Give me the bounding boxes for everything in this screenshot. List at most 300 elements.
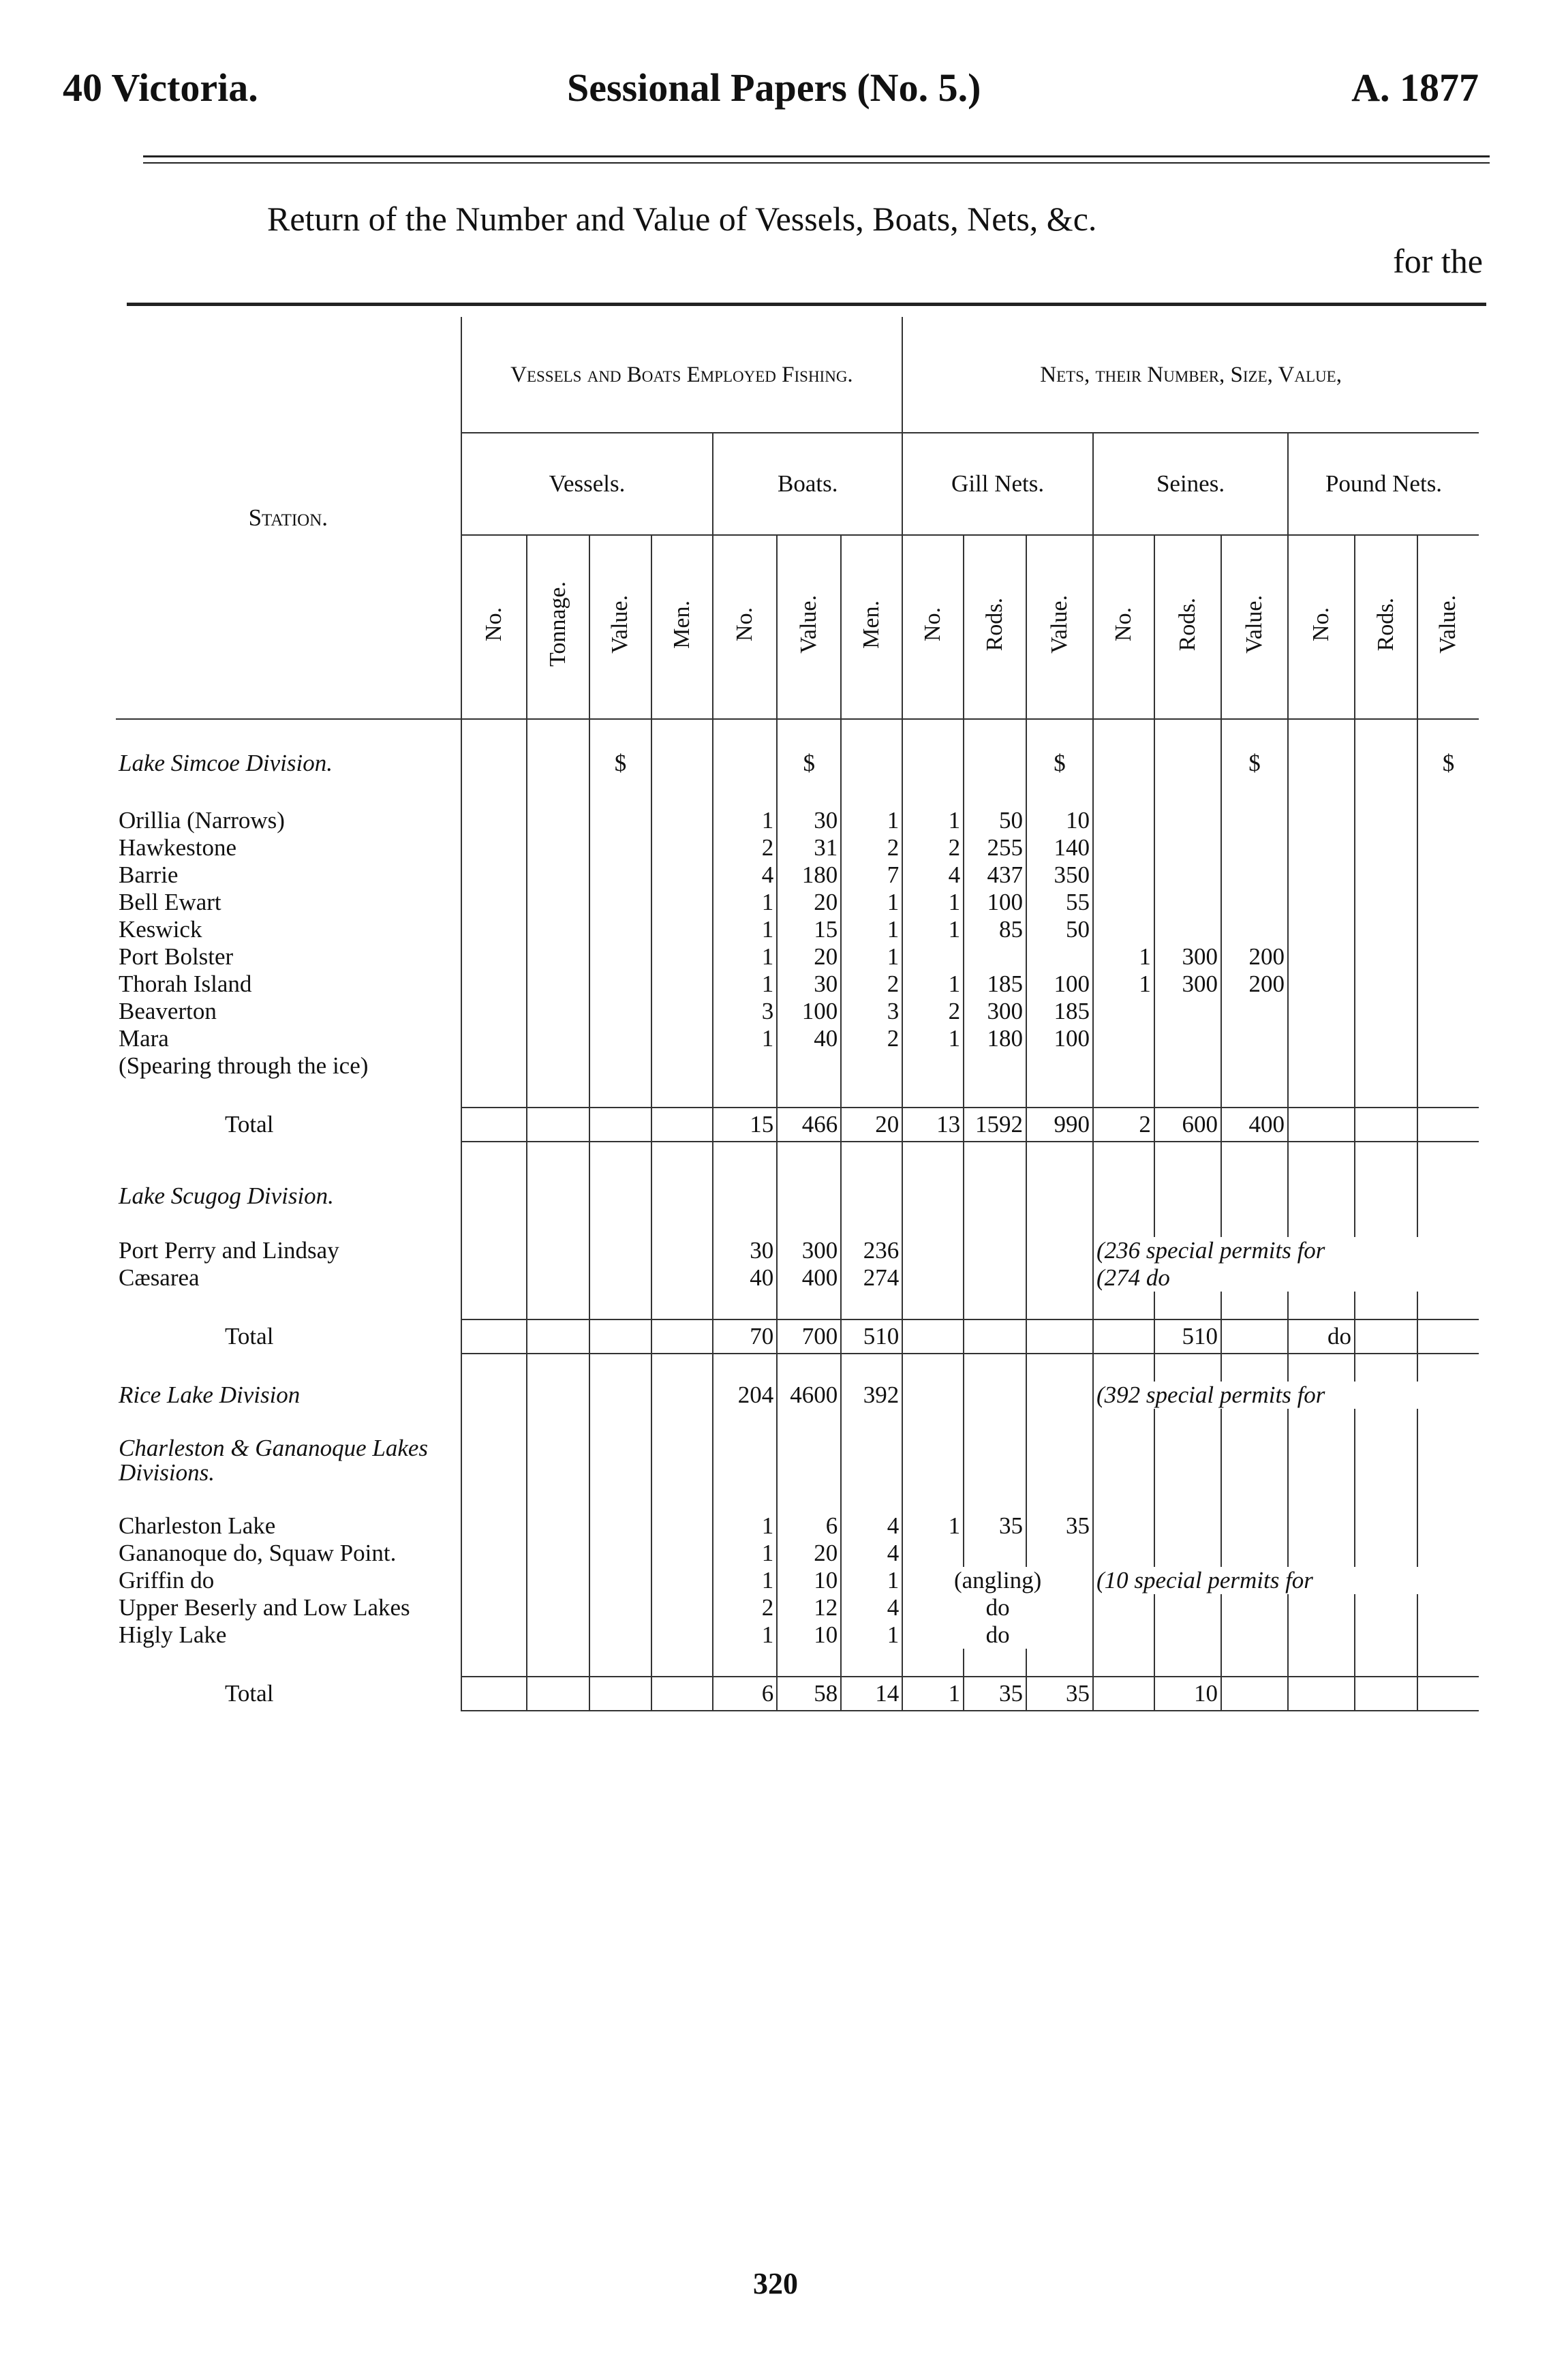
table-cell — [527, 1052, 589, 1080]
pound-nets-header: Pound Nets. — [1288, 433, 1479, 535]
total-cell — [527, 1319, 589, 1354]
table-cell — [1355, 1512, 1417, 1540]
total-cell — [527, 1108, 589, 1142]
spacer-cell — [964, 1354, 1026, 1382]
table-cell — [1355, 834, 1417, 861]
table-cell — [1026, 1382, 1093, 1409]
table-cell — [1417, 971, 1479, 998]
table-cell: 1 — [841, 943, 902, 971]
table-cell: 2 — [713, 1594, 777, 1621]
spacer-cell — [589, 1080, 652, 1108]
table-cell: 1 — [841, 1567, 902, 1594]
spacer-cell — [713, 1210, 777, 1237]
table-cell — [461, 971, 527, 998]
table-cell — [1093, 861, 1154, 889]
table-cell — [589, 916, 652, 943]
spacer-cell — [964, 780, 1026, 807]
spacer-cell — [1154, 1409, 1221, 1436]
spacer-cell — [1355, 1485, 1417, 1512]
spacer-cell — [116, 719, 461, 747]
total-cell: 1 — [902, 1677, 964, 1711]
table-cell: 1 — [713, 971, 777, 998]
total-row — [116, 1108, 1479, 1142]
table-cell — [964, 1237, 1026, 1264]
table-cell: 12 — [777, 1594, 841, 1621]
total-cell: 70 — [713, 1319, 777, 1354]
table-cell: 20 — [777, 1540, 841, 1567]
table-cell — [527, 1594, 589, 1621]
table-cell — [902, 1052, 964, 1080]
table-cell: 1 — [1093, 971, 1154, 998]
total-cell: 1592 — [964, 1108, 1026, 1142]
total-cell: 510 — [1154, 1319, 1221, 1354]
spacer-cell — [841, 1485, 902, 1512]
table-cell: 20 — [777, 943, 841, 971]
spacer-cell — [527, 719, 589, 747]
table-cell — [1355, 1621, 1417, 1649]
spacer-cell — [1221, 1409, 1288, 1436]
spacer-cell — [713, 780, 777, 807]
spacer-cell — [1221, 1649, 1288, 1677]
spacer-cell — [1154, 1080, 1221, 1108]
spacer-cell — [589, 1142, 652, 1183]
table-cell: 1 — [713, 1512, 777, 1540]
spacer-cell — [777, 1354, 841, 1382]
spacer-cell — [651, 1409, 713, 1436]
table-cell — [651, 971, 713, 998]
col-pound-value: Value. — [1417, 535, 1479, 719]
table-cell — [964, 1052, 1026, 1080]
table-cell — [651, 1567, 713, 1594]
table-cell — [841, 1052, 902, 1080]
table-cell — [589, 1540, 652, 1567]
total-cell — [1288, 1108, 1355, 1142]
station-name: Bell Ewart — [119, 889, 221, 915]
col-vessels-tonnage: Tonnage. — [527, 535, 589, 719]
table-cell: 2 — [841, 1025, 902, 1052]
table-cell: 4 — [902, 861, 964, 889]
col-seines-rods: Rods. — [1154, 535, 1221, 719]
spacer-cell — [841, 780, 902, 807]
spacer-cell — [116, 1142, 461, 1183]
table-cell — [461, 943, 527, 971]
col-pound-rods: Rods. — [1355, 535, 1417, 719]
table-cell: 6 — [777, 1512, 841, 1540]
table-cell — [461, 1052, 527, 1080]
table-cell — [651, 889, 713, 916]
spacer-cell — [841, 1354, 902, 1382]
total-cell — [1288, 1677, 1355, 1711]
returns-table — [116, 317, 1479, 1711]
table-cell — [1026, 1052, 1093, 1080]
total-cell — [1221, 1319, 1288, 1354]
table-cell — [651, 1025, 713, 1052]
spacer-cell — [1417, 780, 1479, 807]
spacer-cell — [964, 719, 1026, 747]
table-cell — [651, 807, 713, 834]
total-cell: do — [1288, 1319, 1355, 1354]
total-cell — [1093, 1677, 1154, 1711]
spacer-cell — [777, 1649, 841, 1677]
table-cell: 30 — [777, 807, 841, 834]
table-row — [116, 916, 1479, 943]
spacer-cell — [902, 1142, 964, 1183]
table-cell — [1221, 861, 1288, 889]
spacer-cell — [651, 1210, 713, 1237]
table-row — [116, 1052, 1479, 1080]
table-cell: 1 — [902, 889, 964, 916]
total-cell: 2 — [1093, 1108, 1154, 1142]
station-header — [116, 317, 461, 719]
spacer-cell — [902, 747, 964, 780]
header-center: Sessional Papers (No. 5.) — [567, 65, 981, 110]
spacer-cell — [964, 1292, 1026, 1319]
table-cell: 1 — [902, 971, 964, 998]
col-pound-no: No. — [1288, 535, 1355, 719]
total-cell — [589, 1108, 652, 1142]
spacer-cell — [1154, 1649, 1221, 1677]
vessels-boats-group-header: Vessels and Boats Employed Fishing. — [461, 317, 903, 433]
spacer-cell — [777, 1409, 841, 1436]
table-cell — [1355, 889, 1417, 916]
table-cell — [1026, 1237, 1093, 1264]
table-cell — [1154, 998, 1221, 1025]
spacer-cell — [1288, 780, 1355, 807]
total-cell — [461, 1319, 527, 1354]
table-cell: 1 — [713, 1621, 777, 1649]
table-top-rule — [127, 303, 1486, 306]
table-cell: 10 — [777, 1567, 841, 1594]
table-cell — [651, 998, 713, 1025]
table-cell: 300 — [1154, 943, 1221, 971]
table-cell — [1154, 1512, 1221, 1540]
table-cell — [1355, 998, 1417, 1025]
spacer-cell — [902, 780, 964, 807]
spacer-cell — [461, 747, 527, 780]
spacer-cell — [461, 1183, 527, 1210]
station-name: Rice Lake Division — [119, 1382, 301, 1408]
spacer-cell — [1288, 1142, 1355, 1183]
table-cell: 1 — [713, 807, 777, 834]
spacer-cell — [1355, 1080, 1417, 1108]
spacer-cell — [1288, 747, 1355, 780]
table-cell: 180 — [964, 1025, 1026, 1052]
seines-header: Seines. — [1093, 433, 1288, 535]
col-seines-value: Value. — [1221, 535, 1288, 719]
table-cell — [1154, 1052, 1221, 1080]
table-cell: 185 — [964, 971, 1026, 998]
table-cell: 30 — [713, 1237, 777, 1264]
table-cell — [651, 916, 713, 943]
spacer-cell — [902, 1183, 964, 1210]
table-cell — [527, 1237, 589, 1264]
station-name: Griffin do — [119, 1567, 215, 1593]
spacer-cell — [589, 1485, 652, 1512]
station-name: Beaverton — [119, 998, 217, 1024]
dollar-unit: $ — [777, 747, 841, 780]
table-cell — [1154, 1621, 1221, 1649]
table-cell — [461, 998, 527, 1025]
spacer-cell — [964, 1409, 1026, 1436]
col-boats-value: Value. — [777, 535, 841, 719]
table-cell — [1288, 1512, 1355, 1540]
total-cell: 466 — [777, 1108, 841, 1142]
table-cell — [1417, 943, 1479, 971]
header-left: 40 Victoria. — [63, 65, 258, 110]
table-cell — [461, 834, 527, 861]
spacer-cell — [1288, 1409, 1355, 1436]
table-cell — [1417, 834, 1479, 861]
table-row — [116, 1382, 1479, 1409]
table-cell — [1026, 1264, 1093, 1292]
total-cell — [1355, 1677, 1417, 1711]
spacer-cell — [1026, 1436, 1093, 1485]
table-row — [116, 1594, 1479, 1621]
table-cell — [527, 1567, 589, 1594]
table-row — [116, 1540, 1479, 1567]
table-cell: 200 — [1221, 971, 1288, 998]
table-body — [116, 719, 1479, 1711]
spacer-cell — [964, 1485, 1026, 1512]
table-cell — [589, 1264, 652, 1292]
table-cell — [1093, 1512, 1154, 1540]
table-cell: 2 — [902, 998, 964, 1025]
spacer-cell — [1221, 1354, 1288, 1382]
table-cell: 3 — [713, 998, 777, 1025]
spacer-cell — [1093, 1436, 1154, 1485]
table-cell: 350 — [1026, 861, 1093, 889]
table-row — [116, 998, 1479, 1025]
spacer-cell — [964, 1649, 1026, 1677]
table-cell — [1417, 807, 1479, 834]
spacer-cell — [902, 1210, 964, 1237]
table-cell: 400 — [777, 1264, 841, 1292]
table-cell — [527, 1382, 589, 1409]
table-cell — [651, 1594, 713, 1621]
table-cell — [651, 1264, 713, 1292]
table-cell — [527, 1621, 589, 1649]
spacer-cell — [1093, 1210, 1154, 1237]
spacer-cell — [651, 719, 713, 747]
spacer-cell — [1355, 1183, 1417, 1210]
spacer-cell — [1154, 719, 1221, 747]
spacer-cell — [651, 1183, 713, 1210]
spacer-cell — [902, 1354, 964, 1382]
spacer-cell — [1417, 719, 1479, 747]
table-cell — [1355, 1025, 1417, 1052]
table-cell — [1355, 807, 1417, 834]
table-row — [116, 1567, 1479, 1594]
permits-note: (274 do — [1093, 1264, 1479, 1292]
table-cell — [902, 1264, 964, 1292]
header-right: A. 1877 — [1351, 65, 1479, 110]
table-row — [116, 943, 1479, 971]
spacer-cell — [1093, 1649, 1154, 1677]
total-cell — [527, 1677, 589, 1711]
col-vessels-men: Men. — [651, 535, 713, 719]
station-name: Higly Lake — [119, 1621, 227, 1648]
table-cell — [461, 1594, 527, 1621]
table-cell — [589, 1594, 652, 1621]
spacer-cell — [841, 1210, 902, 1237]
spacer-cell — [1355, 1436, 1417, 1485]
table-cell — [527, 971, 589, 998]
col-boats-men: Men. — [841, 535, 902, 719]
table-cell — [1221, 834, 1288, 861]
table-cell: 2 — [841, 834, 902, 861]
spacer-cell — [713, 1649, 777, 1677]
table-cell: 2 — [713, 834, 777, 861]
spacer-cell — [589, 1409, 652, 1436]
spacer-cell — [964, 1210, 1026, 1237]
table-cell — [651, 1540, 713, 1567]
header-rule — [143, 155, 1490, 157]
dollar-unit: $ — [1221, 747, 1288, 780]
dollar-unit: $ — [1417, 747, 1479, 780]
table-cell: 236 — [841, 1237, 902, 1264]
table-cell — [461, 1512, 527, 1540]
table-cell: 100 — [1026, 1025, 1093, 1052]
table-cell — [1093, 1540, 1154, 1567]
table-row — [116, 971, 1479, 998]
spacer-cell — [1288, 1436, 1355, 1485]
spacer-cell — [1417, 1080, 1479, 1108]
spacer-cell — [1221, 1142, 1288, 1183]
spacer-cell — [777, 1080, 841, 1108]
table-cell — [1355, 971, 1417, 998]
table-cell — [527, 916, 589, 943]
vessels-header: Vessels. — [461, 433, 713, 535]
table-row — [116, 1621, 1479, 1649]
table-cell — [461, 1237, 527, 1264]
table-cell — [527, 998, 589, 1025]
table-cell — [1417, 1621, 1479, 1649]
table-cell — [1288, 998, 1355, 1025]
section-heading: Lake Simcoe Division. — [119, 750, 333, 776]
table-cell: 1 — [902, 1025, 964, 1052]
table-cell — [1221, 889, 1288, 916]
table-cell — [1288, 1594, 1355, 1621]
spacer-cell — [651, 1649, 713, 1677]
spacer-cell — [713, 1485, 777, 1512]
table-row — [116, 1025, 1479, 1052]
table-cell — [1221, 1621, 1288, 1649]
table-cell: 10 — [1026, 807, 1093, 834]
spacer-cell — [116, 1649, 461, 1677]
total-row — [116, 1319, 1479, 1354]
table-cell: 10 — [777, 1621, 841, 1649]
total-cell: 6 — [713, 1677, 777, 1711]
table-cell — [1221, 998, 1288, 1025]
table-cell — [651, 1621, 713, 1649]
spacer-cell — [116, 1485, 461, 1512]
total-cell — [589, 1677, 652, 1711]
table-cell: 1 — [841, 1621, 902, 1649]
table-cell: 204 — [713, 1382, 777, 1409]
spacer-cell — [777, 1485, 841, 1512]
spacer-cell — [1221, 1210, 1288, 1237]
table-cell: 20 — [777, 889, 841, 916]
table-cell — [1355, 1540, 1417, 1567]
table-cell — [1288, 943, 1355, 971]
station-name: Charleston Lake — [119, 1512, 276, 1539]
table-row — [116, 889, 1479, 916]
spacer-cell — [1154, 780, 1221, 807]
total-cell: 990 — [1026, 1108, 1093, 1142]
total-label: Total — [225, 1680, 274, 1707]
total-cell — [651, 1108, 713, 1142]
table-cell — [1093, 1621, 1154, 1649]
table-cell — [1288, 889, 1355, 916]
table-cell: 100 — [1026, 971, 1093, 998]
spacer-cell — [902, 719, 964, 747]
spacer-cell — [1093, 1409, 1154, 1436]
table-cell — [1355, 916, 1417, 943]
table-cell: 40 — [713, 1264, 777, 1292]
spacer-cell — [1355, 719, 1417, 747]
spacer-cell — [964, 1080, 1026, 1108]
spacer-cell — [116, 1292, 461, 1319]
col-seines-no: No. — [1093, 535, 1154, 719]
spacer-cell — [1355, 747, 1417, 780]
table-cell: 274 — [841, 1264, 902, 1292]
spacer-cell — [651, 1142, 713, 1183]
table-cell — [589, 861, 652, 889]
table-cell — [1093, 834, 1154, 861]
table-cell — [589, 889, 652, 916]
table-cell — [1154, 807, 1221, 834]
station-name: Keswick — [119, 916, 202, 943]
spacer-cell — [651, 1354, 713, 1382]
spacer-cell — [1154, 1183, 1221, 1210]
spacer-cell — [1026, 1142, 1093, 1183]
spacer-cell — [1093, 719, 1154, 747]
spacer-cell — [1093, 747, 1154, 780]
total-cell — [1221, 1677, 1288, 1711]
table-cell — [589, 943, 652, 971]
title-line-2: for the — [1393, 242, 1483, 280]
spacer-cell — [713, 1142, 777, 1183]
spacer-cell — [841, 1649, 902, 1677]
table-row — [116, 1264, 1479, 1292]
spacer-cell — [527, 1210, 589, 1237]
permits-note: (10 special permits for — [1093, 1567, 1479, 1594]
table-cell: 1 — [713, 1025, 777, 1052]
spacer-cell — [116, 1354, 461, 1382]
table-cell: 255 — [964, 834, 1026, 861]
table-cell — [1417, 998, 1479, 1025]
table-cell — [1221, 1025, 1288, 1052]
table-cell — [461, 1567, 527, 1594]
table-cell — [651, 943, 713, 971]
total-cell: 35 — [964, 1677, 1026, 1711]
spacer-cell — [902, 1292, 964, 1319]
spacer-cell — [589, 1183, 652, 1210]
table-cell — [1154, 1594, 1221, 1621]
spacer-cell — [1026, 719, 1093, 747]
table-cell: 300 — [1154, 971, 1221, 998]
table-cell — [1093, 1594, 1154, 1621]
table-cell: 2 — [902, 834, 964, 861]
spacer-cell — [777, 719, 841, 747]
spacer-cell — [1026, 1080, 1093, 1108]
spacer-cell — [1288, 1354, 1355, 1382]
table-cell — [1221, 1512, 1288, 1540]
total-cell — [461, 1108, 527, 1142]
angling-note: do — [902, 1594, 1093, 1621]
spacer-cell — [1221, 780, 1288, 807]
spacer-cell — [589, 1292, 652, 1319]
